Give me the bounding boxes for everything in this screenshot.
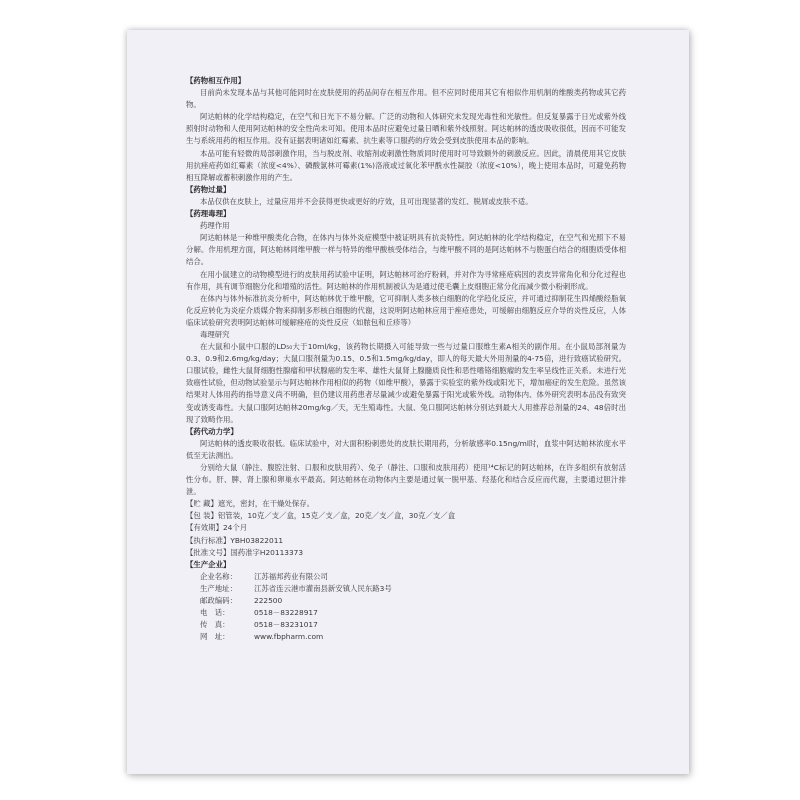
section-heading-pharmacology-toxicology: 【药理毒理】 [186,209,231,219]
paragraph: 本品仅供在皮肤上，过量应用并不会获得更快或更好的疗效，且可出现显著的发红、脱屑或皮肤不适。 [200,196,533,206]
package-line: 【包 装】铝管装，10克／支／盒，15克／支／盒，20克／支／盒，30克／支／盒 [186,511,456,521]
manufacturer-name-row [186,571,626,583]
manufacturer-phone-row [186,607,626,619]
section-heading-interactions: 【药物相互作用】 [186,76,246,85]
section-heading-pharmacokinetics: 【药代动力学】 [186,426,238,436]
info-label: 邮政编码： [200,596,237,606]
info-label: 企业名称： [200,571,237,581]
info-label: 生产地址： [200,583,237,593]
paragraph: 分别给大鼠（静注、腹腔注射、口服和皮肤用药）、兔子（静注、口服和皮肤用药）使用¹⁴C标记的阿达帕林，在许多组织有放射活性分布。肝、脾、肾上腺和卵巢水平最高。阿达帕林在动物体内主要是通过氧一脱甲基、羟基化和结合反应而代谢，主要通过胆汁排泄。 [186,463,626,497]
leaflet-text [186,75,626,643]
info-value: 0518－83228917 [254,608,318,618]
section-heading-manufacturer: 【生产企业】 [186,559,231,569]
paragraph: 在用小鼠建立的动物模型进行的皮肤用药试验中证明，阿达帕林可治疗粉刺，并对作为寻常痤疮病因的表皮异常角化和分化过程也有作用，具有调节细胞分化和增殖的活性。阿达帕林的作用机制被认为是通过使毛囊上皮细胞正常分化而减少微小粉刺形成。 [186,269,626,291]
manufacturer-fax-row [186,619,626,631]
paragraph: 阿达帕林的化学结构稳定，在空气和日光下不易分解。广泛的动物和人体研究未发现光毒性和光敏性。但反复暴露于日光或紫外线照射时动物和人使用阿达帕林的安全性尚未可知。使用本品时应避免过量日晒和紫外线照射。阿达帕林的透皮吸收很低，因而不可能发生与系统用药的相互作用。没有证据表明诸如红霉素、抗生素等口服药的疗效会受到皮肤使用本品的影响。 [186,112,626,146]
subheading-pharmacology: 药理作用 [200,221,230,231]
info-value: 江苏省连云港市灌南县新安镇人民东路3号 [254,583,392,593]
section-heading-overdose: 【药物过量】 [186,184,231,194]
paragraph: 在体内与体外标准抗炎分析中，阿达帕林优于维甲酸，它可抑制人类多核白细胞的化学趋化反应，并可通过抑制花生四烯酸经脂氧化反应转化为炎症介质媒介物来抑制多形核白细胞的代谢，这说明阿达帕林应用于痤疮患处，可缓解由细胞反应介导的炎性反应，人体临床试验研究表明阿达帕林可缓解痤疮的炎性反应（如脓包和丘疹等） [186,293,626,327]
info-value: 222500 [254,596,283,606]
approval-line: 【批准文号】国药准字H20113373 [186,547,304,557]
info-value: www.fbpharm.com [254,632,324,642]
paragraph: 本品可能有轻微的局部刺激作用，当与脱皮剂、收缩剂或刺激性物质同时使用时可导致额外的刺激反应。因此，清晨使用其它皮肤用抗痤疮药如红霉素（浓度<4%）、磷酸氯林可霉素(1%)洛液或过氧化苯甲酰水性凝胶（浓度<10%），晚上使用本品时，可避免药物相互降解或蓄积刺激作用的产生。 [186,148,626,182]
info-label: 电 话： [200,608,230,618]
subheading-toxicology: 毒理研究 [200,329,230,339]
info-value: 江苏福邦药业有限公司 [254,571,328,581]
info-label: 网 址： [200,632,230,642]
paragraph: 在大鼠和小鼠中口服的LD₅₀大于10ml/kg，该药物长期摄入可能导致一些与过量口服维生素A相关的副作用。在小鼠局部剂量为0.3、0.9和2.6mg/kg/day；大鼠口服剂量为0.15、0.5和1.5mg/kg/day，即人的每天最大外用剂量的4-75倍，进行致癌试验研究。口服试验，雌性大鼠肾细胞性腺瘤和甲状腺癌的发生率、雄性大鼠肾上腺髓质良性和恶性嗜铬细胞瘤的发生率呈线性正关系。未进行光致癌性试验，但动物试验显示与阿达帕林作用相似的药物（如维甲酸），暴露于实验室的紫外线或阳光下，增加癌症的发生危险。虽然该结果对人体用药的指导意义尚不明确，但仍建议用药患者尽量减少或避免暴露于阳光或紫外线。动物体内、体外研究表明本品没有致突变或诱变毒性。大鼠口服阿达帕林20mg/kg／天，无生殖毒性。大鼠、兔口服阿达帕林分别达到最大人用推荐总剂量的24、48倍时出现了致畸作用。 [186,342,626,424]
manufacturer-website-row [186,631,626,643]
paragraph: 目前尚未发现本品与其他可能同时在皮肤使用的药品间存在相互作用。但不应同时使用其它有相似作用机制的维酸类药物或其它药物。 [186,88,626,110]
paragraph: 阿达帕林是一种维甲酸类化合物，在体内与体外炎症模型中被证明具有抗炎特性。阿达帕林的化学结构稳定，在空气和光照下不易分解。作用机理方面，阿达帕林同维甲酸一样与特异的维甲酸核受体结合，与维甲酸不同的是阿达帕林不与胞蛋白结合的细胞质受体相结合。 [186,233,626,267]
manufacturer-postcode-row [186,595,626,607]
manufacturer-address-row [186,583,626,595]
storage-line: 【贮 藏】遮光，密封，在干燥处保存。 [186,499,314,509]
info-value: 0518－83231017 [254,620,318,630]
validity-line: 【有效期】24个月 [186,523,248,533]
paragraph: 阿达帕林的透皮吸收很低。临床试验中，对大面积粉刺患处的皮肤长期用药，分析敏感率0.15ng/ml时，血浆中阿达帕林浓度水平低至无法测出。 [186,438,626,460]
standard-line: 【执行标准】YBH03822011 [186,535,284,545]
info-label: 传 真： [200,620,230,630]
